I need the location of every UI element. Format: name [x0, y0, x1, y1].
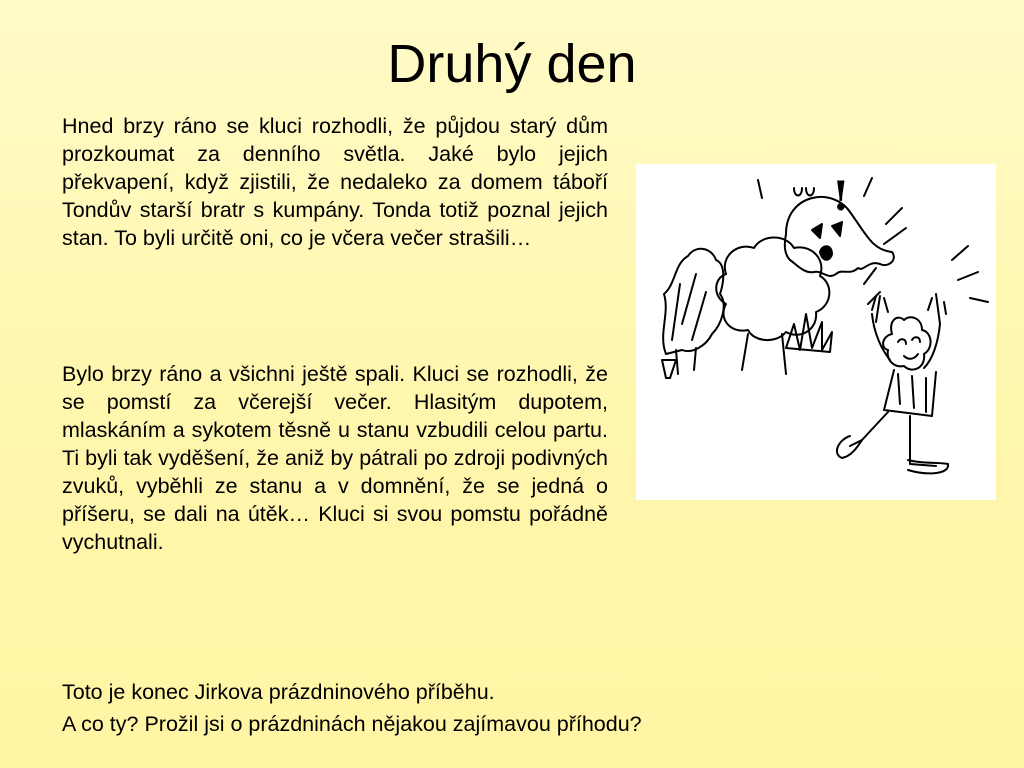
story-paragraph-2: Bylo brzy ráno a všichni ještě spali. Kluci se rozhodli, že se pomstí za včerejší večer. Hlasitým dupotem, mlaskáním a sykotem těsně u stanu vzbudili celou partu. Ti byli tak vyděšení, že aniž by pátrali po zdroji podivných zvuků, vyběhli ze stanu a v domnění, že se jedná o příšeru, se dali na útěk… Kluci si svou pomstu pořádně vychutnali.: [62, 362, 608, 554]
ghost-illustration: [636, 164, 996, 500]
running-boy-icon: [837, 294, 948, 473]
bush-icon: [716, 238, 829, 341]
closing-line-1: Toto je konec Jirkova prázdninového příběhu.: [62, 680, 495, 704]
grass-icon: [786, 314, 832, 352]
slide-title: Druhý den: [387, 34, 637, 94]
exclamation-mark: !: [832, 173, 850, 220]
story-paragraph-1: Hned brzy ráno se kluci rozhodli, že půjdou starý dům prozkoumat za denního světla. Jaké bylo jejich překvapení, když zjistili, že nedaleko za domem táboří Tondův starší bratr s kumpány. Tonda totiž poznal jejich stan. To byli určitě oni, co je včera večer strašili…: [62, 114, 608, 250]
closing-line-2: A co ty? Prožil jsi o prázdninách nějakou zajímavou příhodu?: [62, 712, 642, 736]
